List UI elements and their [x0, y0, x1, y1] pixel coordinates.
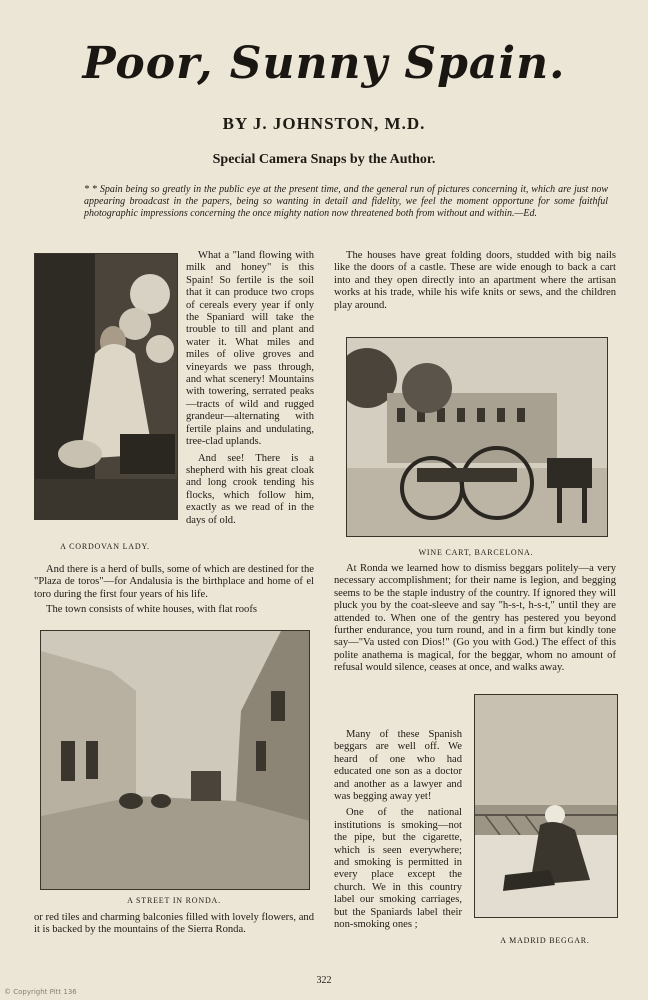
col1-text-middle — [34, 548, 314, 617]
paragraph: Many of these Spanish beggars are well off. We heard of one who had educated one son as a doctor and another as a lawyer and was begging away yet! — [334, 729, 462, 803]
caption-cordovan-lady: A CORDOVAN LADY. — [60, 542, 150, 551]
col2-text-middle — [334, 563, 616, 675]
col1-text-bottom — [34, 912, 314, 937]
wine-cart-photo — [346, 337, 608, 537]
page-number: 322 — [316, 975, 332, 986]
paragraph: What a "land flowing with milk and honey" is this Spain! So fertile is the soil that it can produce two crops of cereals every year if only the Spaniard will take the trouble to till and plant and water it. What miles and miles of olive groves and vineyards we pass through, and what scenery! Mountains with towering, serrated peaks—tracts of wild and rugged grandeur—alternating with fertile plains and undulating, tree-clad uplands. — [186, 250, 314, 448]
wine-cart-image — [347, 338, 607, 536]
cordovan-lady-photo — [34, 253, 178, 520]
editor-note: * * Spain being so greatly in the public eye at the present time, and the general run of pictures concerning it, which are just now appearing broadcast in the papers, being so wanting in detail and fidelity, we feel the moment opportune for some faithful photographic impressions concerning the once mighty nation now threatened both from without and within.—Ed. — [84, 184, 608, 219]
paragraph: The houses have great folding doors, studded with big nails like the doors of a castle. These are wide enough to back a cart into and they open directly into an apartment where the artisan works at his trade, while his wife knits or sews, and the children play around. — [334, 250, 616, 311]
madrid-beggar-photo — [474, 694, 618, 918]
paragraph: And there is a herd of bulls, some of which are destined for the "Plaza de toros"—for Andalusia is the birthplace and home of el toro during the first four years of his life. — [34, 564, 314, 600]
col2-text-top — [334, 250, 616, 312]
street-ronda-image — [41, 631, 309, 889]
street-ronda-photo — [40, 630, 310, 890]
paragraph: At Ronda we learned how to dismiss beggars politely—a very necessary accomplishment; for their name is legion, and begging seems to be the staple industry of the country. If ignored they will pluck you by the coat-sleeve and say "h-s-t, h-s-t," until they are attended to. When one of the gentry has pestered you beyond further endurance, you turn round, and in a firm but kindly tone say—"Va usted con Dios!" (Go you with God.) The effect of this polite anathema is magical, for the beggar, whom no amount of refusal would silence, ceases at once, and walks away. — [334, 563, 616, 674]
byline: BY J. JOHNSTON, M.D. — [222, 114, 426, 133]
paragraph: And see! There is a shepherd with his great cloak and long crook tending his flocks, which follow him, exactly as we read of in the days of old. — [186, 452, 314, 526]
paragraph: The town consists of white houses, with flat roofs — [46, 604, 257, 616]
paragraph: or red tiles and charming balconies filled with lovely flowers, and it is backed by the mountains of the Sierra Ronda. — [34, 912, 314, 936]
caption-madrid-beggar: A MADRID BEGGAR. — [500, 936, 590, 945]
caption-street-ronda: A STREET IN RONDA. — [127, 896, 221, 905]
madrid-beggar-image — [475, 695, 617, 917]
subtitle: Special Camera Snaps by the Author. — [212, 152, 436, 167]
cordovan-lady-image — [35, 254, 177, 519]
copyright-watermark: © Copyright Pitt 136 — [4, 988, 77, 996]
col2-text-lower — [334, 725, 462, 932]
caption-wine-cart: WINE CART, BARCELONA. — [418, 548, 534, 557]
article-title: Poor, Sunny Spain. — [82, 38, 566, 89]
col1-text-top — [186, 250, 314, 527]
paragraph: One of the national institutions is smoking—not the pipe, but the cigarette, which is seen everywhere; and smoking is permitted in every place except the church. We in this country label our smoking carriages, but the Spaniards label their non-smoking ones ; — [334, 807, 462, 931]
